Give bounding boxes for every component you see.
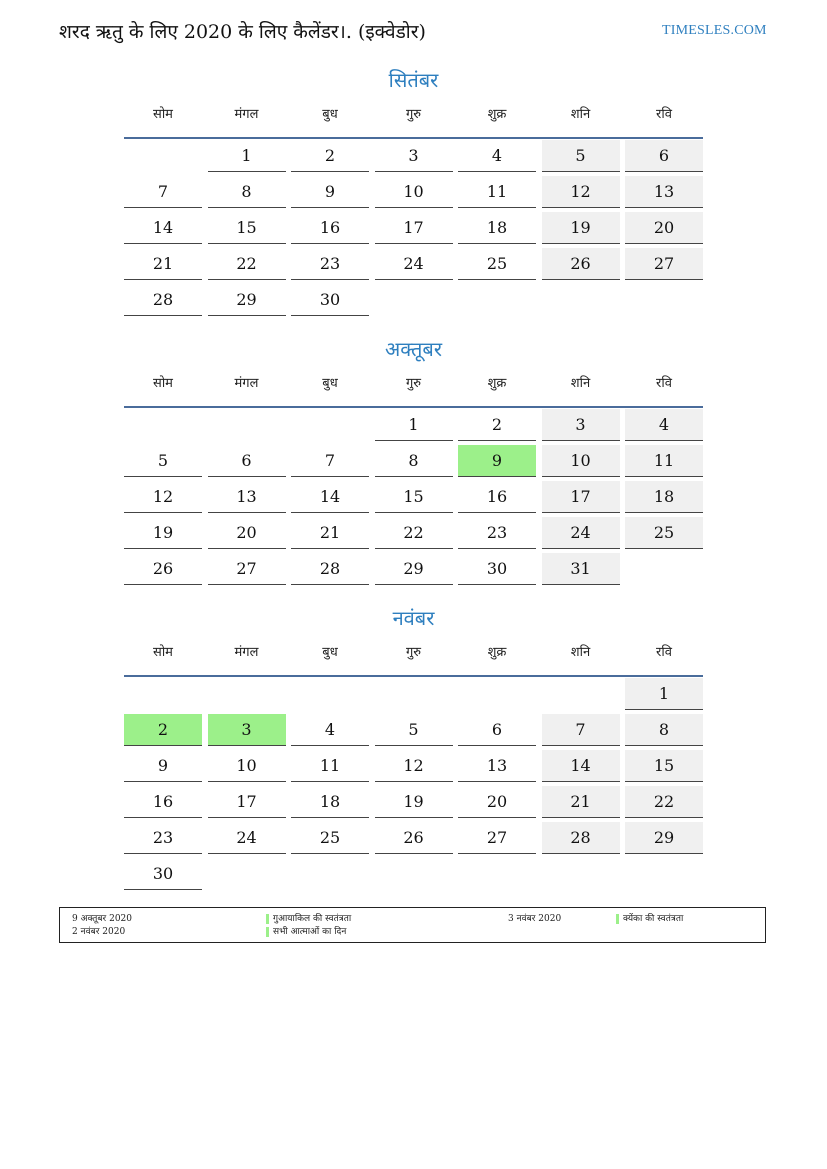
month-title: नवंबर (392, 606, 435, 630)
weekday-label: रवि (656, 376, 672, 391)
day-cell: 2 (458, 409, 536, 441)
day-cell: 6 (625, 140, 703, 172)
day-cell: 23 (124, 822, 202, 854)
day-cell: 27 (625, 248, 703, 280)
month-title: सितंबर (388, 68, 439, 92)
site-link[interactable]: TIMESLES.COM (662, 23, 767, 38)
weekday-label: शनि (570, 107, 591, 122)
day-cell: 3 (542, 409, 620, 441)
weekday-label: गुरु (405, 107, 422, 122)
day-grid (124, 140, 703, 320)
holiday-day-cell: 2 (124, 714, 202, 746)
day-cell: 13 (625, 176, 703, 208)
day-cell: 15 (375, 481, 453, 513)
day-cell: 17 (208, 786, 286, 818)
day-cell: 12 (542, 176, 620, 208)
header-rule (124, 406, 703, 408)
day-cell: 30 (458, 553, 536, 585)
day-cell: 20 (458, 786, 536, 818)
day-cell: 30 (291, 284, 369, 316)
legend-date: 2 नवंबर 2020 (72, 927, 126, 937)
legend-holiday-name (266, 913, 351, 925)
page-title: शरद ऋतु के लिए 2020 के लिए कैलेंडर।. (इक्वेडोर) (59, 21, 426, 43)
day-cell: 20 (625, 212, 703, 244)
weekday-label: रवि (656, 645, 672, 660)
day-cell: 20 (208, 517, 286, 549)
day-cell: 18 (458, 212, 536, 244)
day-cell: 16 (291, 212, 369, 244)
day-cell: 4 (625, 409, 703, 441)
day-grid (124, 678, 703, 883)
day-cell: 25 (458, 248, 536, 280)
day-cell: 17 (542, 481, 620, 513)
day-cell: 28 (124, 284, 202, 316)
holiday-swatch (266, 914, 269, 924)
day-cell: 22 (625, 786, 703, 818)
day-cell: 12 (375, 750, 453, 782)
day-cell: 12 (124, 481, 202, 513)
day-cell: 26 (542, 248, 620, 280)
day-cell: 4 (291, 714, 369, 746)
holiday-legend (59, 907, 766, 943)
weekday-label: सोम (153, 376, 173, 391)
weekday-label: सोम (153, 645, 173, 660)
day-cell: 10 (208, 750, 286, 782)
day-cell: 11 (291, 750, 369, 782)
day-cell: 8 (208, 176, 286, 208)
holiday-day-cell: 9 (458, 445, 536, 477)
day-cell: 8 (625, 714, 703, 746)
day-cell: 18 (625, 481, 703, 513)
day-cell: 22 (375, 517, 453, 549)
day-cell: 1 (375, 409, 453, 441)
weekday-label: मंगल (234, 645, 259, 660)
day-cell: 11 (458, 176, 536, 208)
weekday-label: बुध (322, 645, 338, 660)
weekday-label: शुक्र (487, 645, 507, 660)
weekday-label: शनि (570, 645, 591, 660)
header-rule (124, 675, 703, 677)
day-cell: 26 (375, 822, 453, 854)
day-cell: 15 (208, 212, 286, 244)
day-cell: 14 (124, 212, 202, 244)
day-grid (124, 409, 703, 589)
day-cell: 24 (542, 517, 620, 549)
month-calendar (124, 604, 703, 883)
day-cell: 2 (291, 140, 369, 172)
weekday-label: शुक्र (487, 376, 507, 391)
day-cell: 26 (124, 553, 202, 585)
day-cell: 29 (208, 284, 286, 316)
legend-holiday-label: क्येंका की स्वतंत्रता (623, 914, 684, 924)
day-cell: 7 (542, 714, 620, 746)
day-cell: 18 (291, 786, 369, 818)
weekday-label: गुरु (405, 645, 422, 660)
day-cell: 6 (458, 714, 536, 746)
day-cell: 21 (291, 517, 369, 549)
weekday-label: बुध (322, 107, 338, 122)
weekday-label: बुध (322, 376, 338, 391)
day-cell: 7 (291, 445, 369, 477)
day-cell: 23 (291, 248, 369, 280)
day-cell: 7 (124, 176, 202, 208)
day-cell: 13 (458, 750, 536, 782)
weekday-label: मंगल (234, 376, 259, 391)
legend-date: 9 अक्तूबर 2020 (72, 914, 133, 924)
holiday-swatch (616, 914, 619, 924)
day-cell: 27 (208, 553, 286, 585)
weekday-label: मंगल (234, 107, 259, 122)
day-cell: 11 (625, 445, 703, 477)
day-cell: 4 (458, 140, 536, 172)
day-cell: 10 (375, 176, 453, 208)
day-cell: 22 (208, 248, 286, 280)
day-cell: 1 (625, 678, 703, 710)
day-cell: 24 (208, 822, 286, 854)
day-cell: 14 (542, 750, 620, 782)
header-rule (124, 137, 703, 139)
month-calendar (124, 335, 703, 589)
day-cell: 30 (124, 858, 202, 890)
legend-holiday-label: गुआयाकिल की स्वतंत्रता (273, 914, 352, 924)
month-title: अक्तूबर (385, 337, 442, 361)
day-cell: 14 (291, 481, 369, 513)
day-cell: 3 (375, 140, 453, 172)
day-cell: 16 (124, 786, 202, 818)
day-cell: 23 (458, 517, 536, 549)
holiday-day-cell: 3 (208, 714, 286, 746)
day-cell: 5 (375, 714, 453, 746)
day-cell: 5 (542, 140, 620, 172)
day-cell: 28 (542, 822, 620, 854)
legend-holiday-name (266, 926, 346, 938)
weekday-label: शनि (570, 376, 591, 391)
day-cell: 21 (542, 786, 620, 818)
weekday-label: शुक्र (487, 107, 507, 122)
day-cell: 28 (291, 553, 369, 585)
day-cell: 9 (124, 750, 202, 782)
day-cell: 19 (542, 212, 620, 244)
day-cell: 21 (124, 248, 202, 280)
day-cell: 15 (625, 750, 703, 782)
weekday-label: सोम (153, 107, 173, 122)
day-cell: 31 (542, 553, 620, 585)
day-cell: 16 (458, 481, 536, 513)
day-cell: 1 (208, 140, 286, 172)
day-cell: 13 (208, 481, 286, 513)
weekday-header (124, 373, 703, 401)
holiday-swatch (266, 927, 269, 937)
legend-holiday-label: सभी आत्माओं का दिन (273, 927, 347, 937)
month-calendar (124, 66, 703, 320)
legend-date: 3 नवंबर 2020 (508, 914, 562, 924)
weekday-label: रवि (656, 107, 672, 122)
day-cell: 19 (375, 786, 453, 818)
weekday-header (124, 104, 703, 132)
day-cell: 9 (291, 176, 369, 208)
day-cell: 25 (625, 517, 703, 549)
day-cell: 24 (375, 248, 453, 280)
day-cell: 5 (124, 445, 202, 477)
weekday-header (124, 642, 703, 670)
day-cell: 29 (625, 822, 703, 854)
legend-holiday-name (616, 913, 683, 925)
weekday-label: गुरु (405, 376, 422, 391)
day-cell: 10 (542, 445, 620, 477)
day-cell: 17 (375, 212, 453, 244)
day-cell: 8 (375, 445, 453, 477)
day-cell: 27 (458, 822, 536, 854)
day-cell: 29 (375, 553, 453, 585)
day-cell: 6 (208, 445, 286, 477)
day-cell: 25 (291, 822, 369, 854)
day-cell: 19 (124, 517, 202, 549)
